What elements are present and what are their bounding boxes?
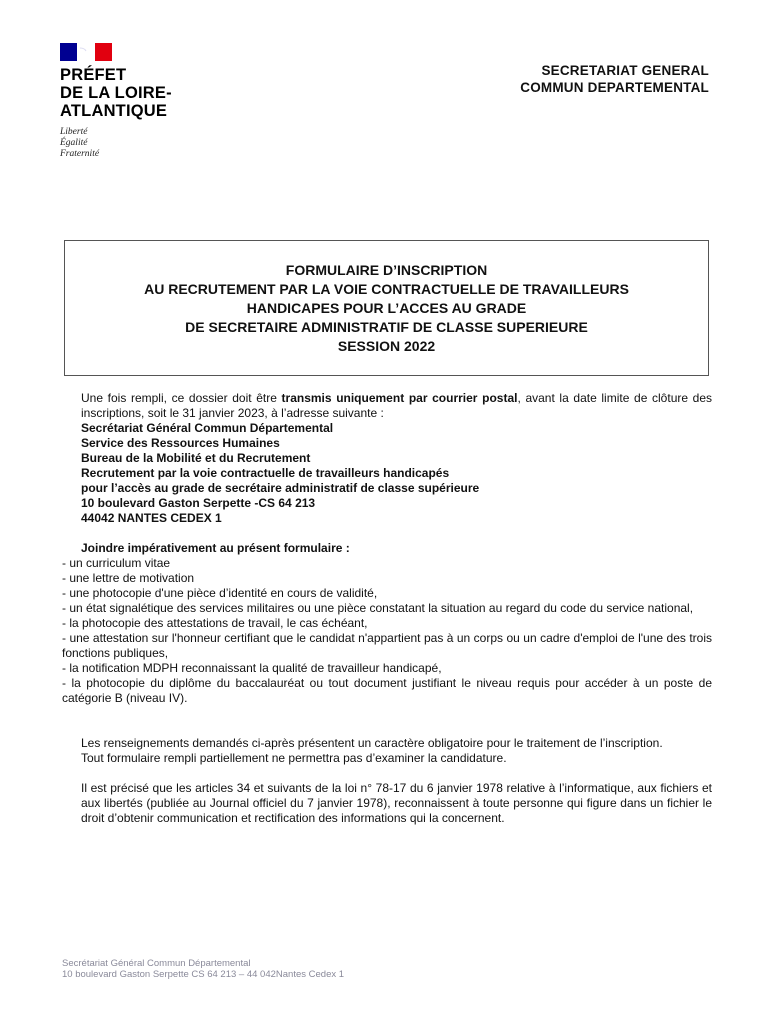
- address-line: 44042 NANTES CEDEX 1: [81, 511, 222, 525]
- list-item: - la photocopie des attestations de travail, le cas échéant,: [62, 616, 368, 630]
- page-footer: [62, 958, 344, 980]
- list-item: - une attestation sur l'honneur certifiant que le candidat n'appartient pas à un corps ou un cadre d'emploi de l'une des trois fonctions publiques,: [62, 631, 712, 660]
- prefecture-name-line: DE LA LOIRE-: [60, 84, 172, 102]
- address-line: Service des Ressources Humaines: [81, 436, 280, 450]
- address-line: pour l’accès au grade de secrétaire administratif de classe supérieure: [81, 481, 480, 495]
- list-item: - un curriculum vitae: [62, 556, 171, 570]
- french-flag-icon: [60, 43, 112, 61]
- form-title-box: [64, 240, 709, 376]
- form-title-line: DE SECRETAIRE ADMINISTRATIF DE CLASSE SUPERIEURE: [185, 318, 588, 335]
- motto-line: Liberté: [60, 127, 88, 137]
- mandatory-info-notice: [62, 736, 712, 766]
- prefecture-name-line: ATLANTIQUE: [60, 102, 168, 120]
- motto-line: Fraternité: [60, 149, 100, 159]
- address-line: Secrétariat Général Commun Départemental: [81, 421, 334, 435]
- form-title-line: SESSION 2022: [337, 337, 436, 354]
- list-item: - un état signalétique des services militaires ou une pièce constatant la situation au regard du code du service national,: [62, 601, 694, 615]
- list-item: - une photocopie d'une pièce d’identité en cours de validité,: [62, 586, 378, 600]
- list-item: - la photocopie du diplôme du baccalauréat ou tout document justifiant le niveau requis pour accéder à un poste de catégorie B (niveau IV).: [62, 676, 712, 705]
- form-title-line: FORMULAIRE D’INSCRIPTION: [285, 261, 488, 278]
- prefecture-logo: [60, 43, 210, 160]
- notice-paragraph: Les renseignements demandés ci-après présentent un caractère obligatoire pour le traitement de l’inscription.: [81, 736, 663, 750]
- intro-emphasis: transmis uniquement par courrier postal: [281, 391, 518, 405]
- intro-paragraph: [62, 391, 712, 421]
- service-title-line: SECRETARIAT GENERAL: [541, 63, 709, 78]
- list-item: - la notification MDPH reconnaissant la qualité de travailleur handicapé,: [62, 661, 442, 675]
- privacy-notice: [62, 781, 712, 826]
- privacy-paragraph: Il est précisé que les articles 34 et suivants de la loi n° 78-17 du 6 janvier 1978 relative à l’informatique, aux fichiers et aux libertés (publiée au Journal officiel du 7 janvier 1978), reconnaissent à toute personne qui figure dans un fichier le droit d’obtenir communication et rectification des informations qui la concernent.: [81, 781, 712, 825]
- notice-paragraph: Tout formulaire rempli partiellement ne permettra pas d’examiner la candidature.: [81, 751, 507, 765]
- footer-line: Secrétariat Général Commun Départemental: [62, 958, 251, 969]
- marianne-profile-icon: [60, 43, 112, 61]
- address-line: Recrutement par la voie contractuelle de travailleurs handicapés: [81, 466, 450, 480]
- list-item: - une lettre de motivation: [62, 571, 195, 585]
- requirements-title: Joindre impérativement au présent formulaire :: [81, 541, 350, 555]
- requirements-list: [62, 556, 712, 706]
- prefecture-name: [60, 66, 210, 120]
- service-title: [520, 62, 709, 96]
- intro-text: Une fois rempli, ce dossier doit être: [81, 391, 282, 405]
- motto-line: Égalité: [60, 138, 88, 148]
- footer-line: 10 boulevard Gaston Serpette CS 64 213 – 44 042Nantes Cedex 1: [62, 969, 345, 980]
- service-title-line: COMMUN DEPARTEMENTAL: [520, 80, 709, 95]
- intro-text: , avant la date limite de clôture des inscriptions, soit le 31 janvier 2023, à l’adresse suivante :: [81, 391, 713, 420]
- document-body: [62, 391, 712, 826]
- prefecture-name-line: PRÉFET: [60, 66, 127, 84]
- republic-motto: [60, 127, 210, 160]
- form-title-line: AU RECRUTEMENT PAR LA VOIE CONTRACTUELLE DE TRAVAILLEURS: [144, 280, 629, 297]
- mailing-address: [62, 421, 712, 526]
- form-title-line: HANDICAPES POUR L’ACCES AU GRADE: [246, 299, 527, 316]
- address-line: Bureau de la Mobilité et du Recrutement: [81, 451, 311, 465]
- address-line: 10 boulevard Gaston Serpette -CS 64 213: [81, 496, 316, 510]
